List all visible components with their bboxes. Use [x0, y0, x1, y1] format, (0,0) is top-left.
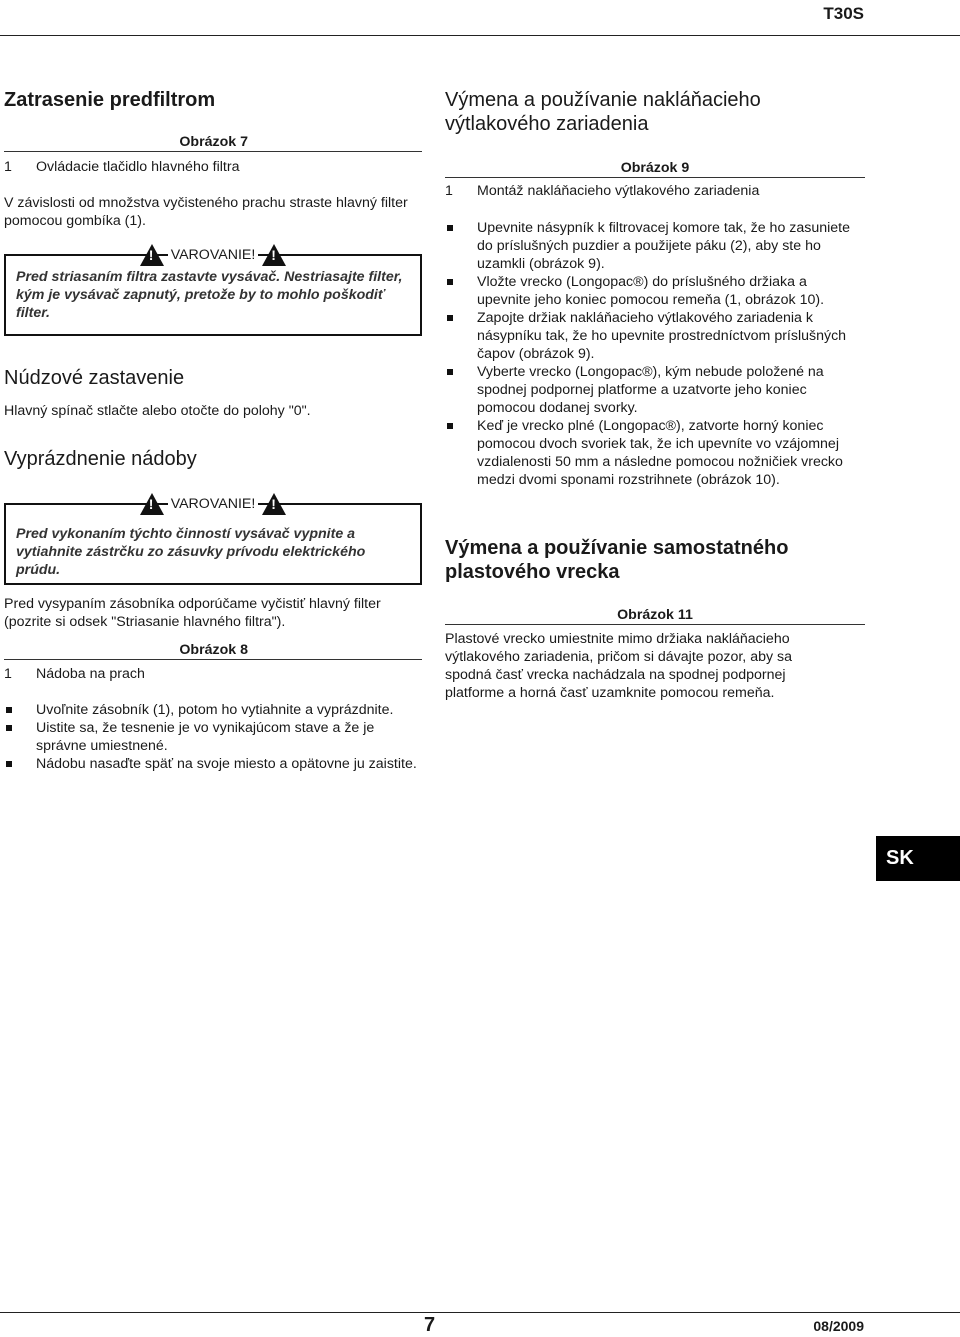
model-name: T30S	[823, 4, 864, 23]
section-title-prefilter-shaking: Zatrasenie predfiltrom	[4, 89, 216, 111]
legend-number: 1	[445, 183, 453, 199]
figure-9-caption	[445, 160, 865, 178]
section-title-emptying: Vyprázdnenie nádoby	[4, 448, 197, 470]
figure-8-legend-item	[4, 665, 422, 683]
footer-rule	[0, 1312, 960, 1313]
warning-label: VAROVANIE!	[168, 496, 259, 512]
warning-triangle-icon	[140, 244, 164, 266]
warning-header	[6, 244, 420, 266]
warning-triangle-icon	[262, 244, 286, 266]
language-tab: SK	[876, 836, 960, 881]
list-item: Zapojte držiak nakláňacieho výtlakového zariadenia k násypníku tak, že ho upevnite prostredníctvom príslušných čapov (obrázok 9).	[445, 309, 855, 363]
page-number: 7	[424, 1314, 436, 1336]
header-rule	[0, 35, 960, 36]
figure-7-legend-item	[4, 158, 422, 176]
prefilter-instruction: V závislosti od množstva vyčisteného prachu straste hlavný filter pomocou gombíka (1).	[4, 195, 408, 229]
section-title-plastic-bag: Výmena a používanie samostatného plastového vrecka	[445, 537, 789, 583]
list-item: Keď je vrecko plné (Longopac®), zatvorte horný koniec pomocou dvoch svoriek tak, že ich upevníte vo vzájomnej vzdialenosti 50 mm a následne pomocou nožničiek vrecko medzi dvomi sponami rozstrihnete (obrázok 10).	[445, 417, 855, 489]
warning-triangle-icon	[140, 493, 164, 515]
legend-text: Ovládacie tlačidlo hlavného filtra	[36, 159, 240, 175]
legend-number: 1	[4, 159, 12, 175]
list-item: Vyberte vrecko (Longopac®), kým nebude položené na spodnej podpornej platforme a uzatvorte jeho koniec pomocou dodanej svorky.	[445, 363, 855, 417]
legend-number: 1	[4, 666, 12, 682]
warning-box-prefilter	[4, 247, 422, 336]
legend-text: Montáž nakláňacieho výtlakového zariadenia	[477, 183, 760, 199]
section-title-emergency-stop: Núdzové zastavenie	[4, 367, 185, 389]
figure-label: Obrázok 7	[4, 134, 422, 152]
figure-9-legend-item	[445, 182, 865, 200]
tilting-device-steps	[445, 219, 855, 489]
list-item: Uvoľnite zásobník (1), potom ho vytiahnite a vyprázdnite.	[4, 701, 418, 719]
warning-text: Pred vykonaním týchto činností vysávač vypnite a vytiahnite zástrčku zo zásuvky prívodu elektrického prúdu.	[16, 526, 366, 578]
emergency-stop-text: Hlavný spínač stlačte alebo otočte do polohy "0".	[4, 403, 311, 419]
section-title-tilting-device: Výmena a používanie nakláňacieho výtlakového zariadenia	[445, 89, 761, 135]
warning-box-emptying	[4, 496, 422, 585]
emptying-instruction: Pred vysypaním zásobníka odporúčame vyčistiť hlavný filter (pozrite si odsek "Striasanie hlavného filtra").	[4, 596, 381, 630]
warning-label: VAROVANIE!	[168, 247, 259, 263]
figure-7-caption	[4, 134, 422, 152]
legend-text: Nádoba na prach	[36, 666, 145, 682]
list-item: Uistite sa, že tesnenie je vo vynikajúcom stave a že je správne umiestnené.	[4, 719, 418, 755]
figure-label: Obrázok 8	[4, 642, 422, 660]
figure-label: Obrázok 11	[445, 607, 865, 625]
figure-label: Obrázok 9	[445, 160, 865, 178]
figure-11-caption	[445, 607, 865, 625]
warning-triangle-icon	[262, 493, 286, 515]
document-date: 08/2009	[813, 1318, 864, 1334]
list-item: Upevnite násypník k filtrovacej komore tak, že ho zasuniete do príslušných puzdier a použijete páku (2), aby ste ho uzamkli (obrázok 9).	[445, 219, 855, 273]
warning-text: Pred striasaním filtra zastavte vysávač. Nestriasajte filter, kým je vysávač zapnutý, pretože by to mohlo poškodiť filter.	[16, 269, 403, 321]
list-item: Vložte vrecko (Longopac®) do príslušného držiaka a upevnite jeho koniec pomocou remeňa (1, obrázok 10).	[445, 273, 855, 309]
list-item: Nádobu nasaďte späť na svoje miesto a opätovne ju zaistite.	[4, 755, 418, 773]
emptying-steps	[4, 701, 418, 773]
figure-8-caption	[4, 642, 422, 660]
warning-header	[6, 493, 420, 515]
plastic-bag-instruction: Plastové vrecko umiestnite mimo držiaka nakláňacieho výtlakového zariadenia, pričom si dávajte pozor, aby sa spodná časť vrecka nachádzala na spodnej podpornej platforme a horná časť uzamknite pomocou remeňa.	[445, 631, 792, 701]
